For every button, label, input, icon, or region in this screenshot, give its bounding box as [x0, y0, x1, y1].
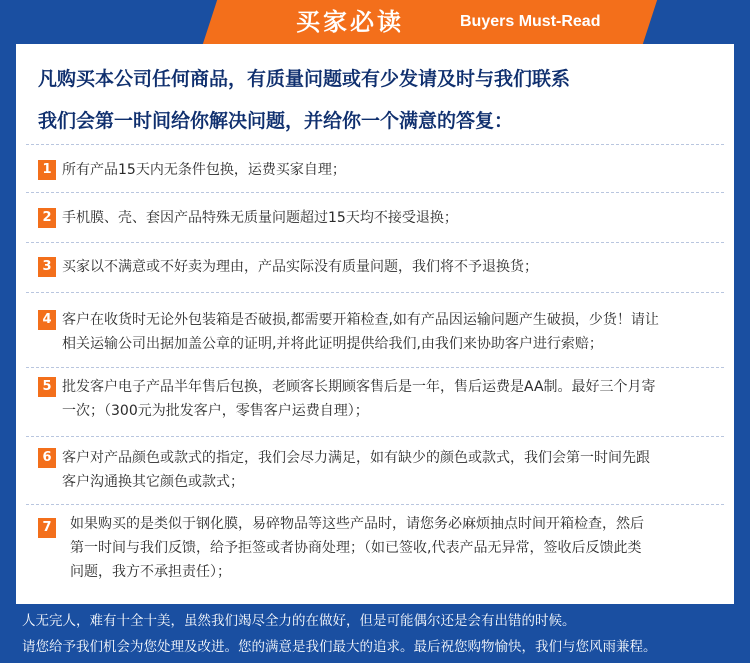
item-number-badge: 6 — [38, 448, 56, 468]
item-line: 一次；（300元为批发客户，零售客户运费自理）； — [62, 403, 369, 419]
item-number-badge: 2 — [38, 208, 56, 228]
divider — [26, 367, 724, 368]
lead-line-1: 凡购买本公司任何商品，有质量问题或有少发请及时与我们联系 — [38, 68, 571, 90]
item-line: 所有产品15天内无条件包换，运费买家自理； — [62, 162, 346, 178]
divider — [26, 144, 724, 145]
divider — [26, 242, 724, 243]
item-number-badge: 7 — [38, 518, 56, 538]
divider — [26, 504, 724, 505]
item-line: 批发客户电子产品半年售后包换，老顾客长期顾客售后是一年，售后运费是AA制。最好三个月寄 — [62, 379, 656, 395]
item-line: 相关运输公司出据加盖公章的证明,并将此证明提供给我们,由我们来协助客户进行索赔； — [62, 336, 603, 352]
item-line: 如果购买的是类似于钢化膜，易碎物品等这些产品时，请您务必麻烦抽点时间开箱检查，然后 — [70, 516, 644, 532]
item-line: 问题，我方不承担责任）； — [70, 564, 231, 580]
item-number-badge: 1 — [38, 160, 56, 180]
divider — [26, 436, 724, 437]
item-text — [62, 206, 727, 230]
item-text — [62, 375, 727, 423]
footer-line-2: 请您给予我们机会为您处理及改进。您的满意是我们最大的追求。最后祝您购物愉快，我们与您风雨兼程。 — [22, 639, 657, 655]
item-line: 第一时间与我们反馈，给予拒签或者协商处理；（如已签收,代表产品无异常，签收后反馈此类 — [70, 540, 642, 556]
item-text — [62, 255, 727, 279]
item-line: 客户在收货时无论外包装箱是否破损,都需要开箱检查,如有产品因运输问题产生破损，少货！请让 — [62, 312, 659, 328]
item-text — [62, 308, 727, 356]
item-line: 客户沟通换其它颜色或款式； — [62, 474, 244, 490]
item-number-badge: 4 — [38, 310, 56, 330]
item-number-badge: 3 — [38, 257, 56, 277]
footer — [0, 604, 750, 663]
item-text — [62, 158, 727, 182]
content-card — [16, 44, 734, 604]
divider — [26, 292, 724, 293]
header-subtitle: Buyers Must-Read — [460, 13, 601, 30]
item-line: 客户对产品颜色或款式的指定，我们会尽力满足，如有缺少的颜色或款式，我们会第一时间先跟 — [62, 450, 650, 466]
item-line: 买家以不满意或不好卖为理由，产品实际没有质量问题，我们将不予退换货； — [62, 259, 538, 275]
item-text — [70, 512, 725, 584]
divider — [26, 192, 724, 193]
footer-line-1: 人无完人，难有十全十美，虽然我们竭尽全力的在做好，但是可能偶尔还是会有出错的时候。 — [22, 613, 576, 629]
header-title: 买家必读 — [296, 8, 404, 36]
lead-line-2: 我们会第一时间给你解决问题，并给你一个满意的答复： — [38, 110, 514, 132]
item-line: 手机膜、壳、套因产品特殊无质量问题超过15天均不接受退换； — [62, 210, 458, 226]
item-text — [62, 446, 727, 494]
item-number-badge: 5 — [38, 377, 56, 397]
